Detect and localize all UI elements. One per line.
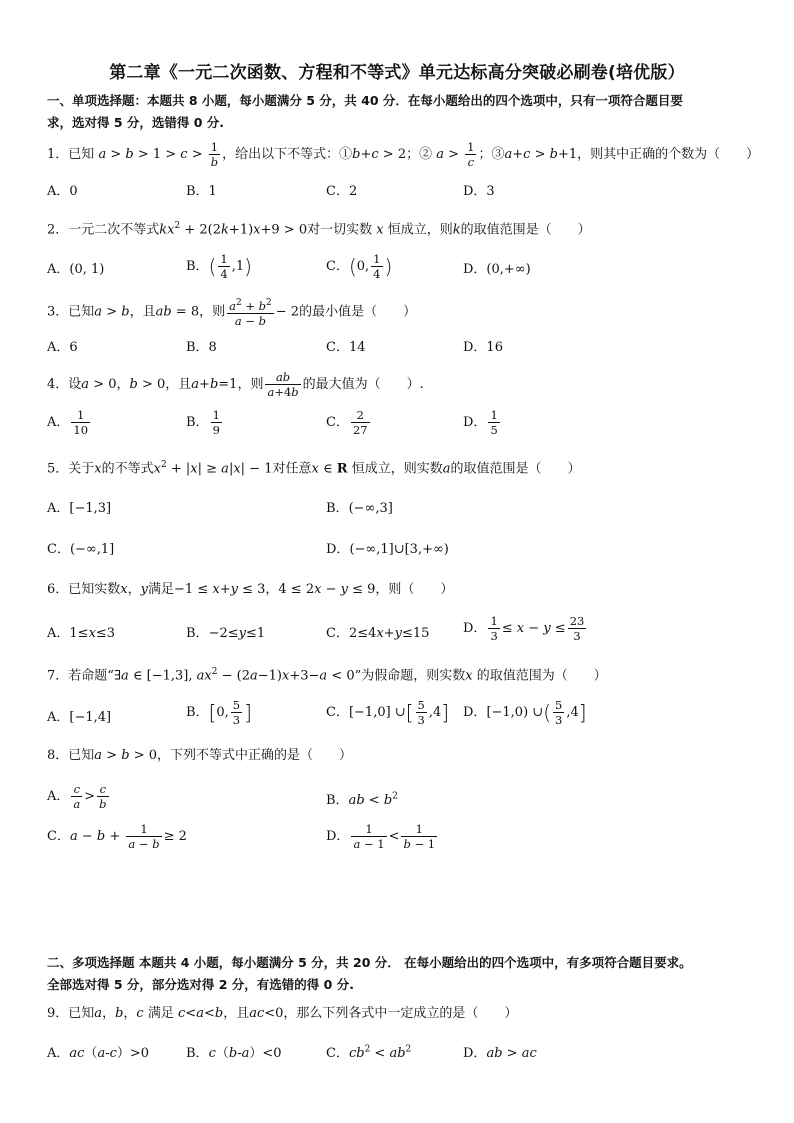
q3-option-b[interactable]: B．8 bbox=[186, 340, 217, 355]
q5-option-a[interactable]: A．[−1,3] bbox=[47, 501, 112, 516]
q4-option-b[interactable]: B． $\frac{1}{9}$ bbox=[186, 408, 220, 437]
question-6: 6．已知实数x，y满足−1 ≤ x+y ≤ 3，4 ≤ 2x − y ≤ 9，则（ ） bbox=[47, 582, 454, 597]
q5-option-d[interactable]: D．(−∞,1]∪[3,+∞) bbox=[326, 542, 449, 557]
question-8: 8．已知a > b > 0，下列不等式中正确的是（ ） bbox=[47, 748, 353, 763]
q1-option-d[interactable]: D．3 bbox=[463, 184, 495, 199]
q7-option-a[interactable]: A．[−1,4] bbox=[47, 710, 112, 725]
q6-option-a[interactable]: A．1≤x≤3 bbox=[47, 626, 116, 641]
section-2-line-2: 全部选对得 5 分，部分选对得 2 分，有选错的得 0 分. bbox=[47, 977, 354, 992]
q2-option-c[interactable]: C．(0, $\frac{1}{4}$ ) bbox=[326, 252, 393, 281]
q6-option-b[interactable]: B．−2≤y≤1 bbox=[186, 626, 266, 641]
section-1-instructions bbox=[47, 90, 759, 134]
q9-option-c[interactable]: C．$cb^2 < ab^2$ bbox=[326, 1044, 412, 1061]
q8-option-b[interactable]: B．ab < $b^2$ bbox=[326, 791, 398, 808]
question-1: 1．已知 a > b > 1 > c > $\frac{1}{b}$ ，给出以下不等式：①b+c > 2；② a > $\frac{1}{c}$ ；③a+c > b+1，则其中正确的个数为（ ） bbox=[47, 140, 760, 169]
page-title: 第二章《一元二次函数、方程和不等式》单元达标高分突破必刷卷(培优版） bbox=[109, 63, 685, 83]
q9-option-d[interactable]: D．ab > ac bbox=[463, 1046, 537, 1061]
section-2-line-1: 二、多项选择题 本题共 4 小题，每小题满分 5 分，共 20 分． 在每小题给出的四个选项中，有多项符合题目要求。 bbox=[47, 955, 692, 970]
q1-option-c[interactable]: C．2 bbox=[326, 184, 358, 199]
question-7: 7．若命题“∃a ∈ [−1,3], $ax^2 - (2a-1)x+3-a < 0$”为假命题，则实数x 的取值范围为（ ） bbox=[47, 667, 607, 684]
q3-option-c[interactable]: C．14 bbox=[326, 340, 366, 355]
q7-option-b[interactable]: B．[0, $\frac{5}{3}$ ] bbox=[186, 698, 252, 727]
q1-option-a[interactable]: A．0 bbox=[47, 184, 78, 199]
question-4: 4．设a > 0，b > 0，且a+b=1，则 $\frac{ab}{a+4b}$ 的最大值为（ ）. bbox=[47, 370, 424, 399]
q4-option-a[interactable]: A． $\frac{1}{10}$ bbox=[47, 408, 89, 437]
q6-option-d[interactable]: D． $\frac{1}{3}$ ≤ x − y ≤ $\frac{23}{3}$ bbox=[463, 614, 585, 643]
q8-option-c[interactable]: C．a − b + $\frac{1}{a - b}$ ≥ 2 bbox=[47, 822, 187, 851]
q6-option-c[interactable]: C．2≤4x+y≤15 bbox=[326, 626, 430, 641]
question-3: 3．已知a > b，且ab = 8，则 $\frac{a^2 + b^2}{a - b}$ − 2的最小值是（ ） bbox=[47, 298, 417, 328]
section-2-instructions bbox=[47, 952, 759, 996]
q4-option-d[interactable]: D． $\frac{1}{5}$ bbox=[463, 408, 498, 437]
q2-option-b[interactable]: B．( $\frac{1}{4}$ ,1) bbox=[186, 252, 252, 281]
q1-option-b[interactable]: B．1 bbox=[186, 184, 217, 199]
q9-option-a[interactable]: A．ac（a-c）>0 bbox=[47, 1046, 150, 1061]
q7-option-c[interactable]: C．[−1,0] ∪[ $\frac{5}{3}$ ,4] bbox=[326, 698, 450, 727]
q8-option-d[interactable]: D． $\frac{1}{a - 1}$ < $\frac{1}{b - 1}$ bbox=[326, 822, 436, 851]
q3-option-a[interactable]: A．6 bbox=[47, 340, 78, 355]
q5-option-b[interactable]: B．(−∞,3] bbox=[326, 501, 393, 516]
section-1-line-2: 求，选对得 5 分，选错得 0 分. bbox=[47, 115, 225, 130]
q7-option-d[interactable]: D．[−1,0) ∪( $\frac{5}{3}$ ,4] bbox=[463, 698, 587, 727]
q4-option-c[interactable]: C． $\frac{2}{27}$ bbox=[326, 408, 368, 437]
question-9: 9．已知a，b，c 满足 c<a<b，且ac<0，那么下列各式中一定成立的是（ ） bbox=[47, 1006, 518, 1021]
question-5: 5．关于x的不等式$x^2 + |x| \ge a|x| - 1$对任意x ∈ R 恒成立，则实数a的取值范围是（ ） bbox=[47, 460, 581, 477]
q3-option-d[interactable]: D．16 bbox=[463, 340, 503, 355]
question-2: 2．一元二次不等式$kx^2 + 2(2k+1)x+9 > 0$对一切实数 x 恒成立，则k的取值范围是（ ） bbox=[47, 221, 591, 238]
q2-option-a[interactable]: A．(0, 1) bbox=[47, 262, 105, 277]
section-1-line-1: 一、单项选择题：本题共 8 小题，每小题满分 5 分，共 40 分．在每小题给出的四个选项中，只有一项符合题目要 bbox=[47, 93, 683, 108]
q9-option-b[interactable]: B．c（b-a）<0 bbox=[186, 1046, 282, 1061]
q8-option-a[interactable]: A． $\frac{c}{a}$ > $\frac{c}{b}$ bbox=[47, 782, 107, 811]
q5-option-c[interactable]: C．(−∞,1] bbox=[47, 542, 115, 557]
q2-option-d[interactable]: D．(0,+∞) bbox=[463, 262, 531, 277]
